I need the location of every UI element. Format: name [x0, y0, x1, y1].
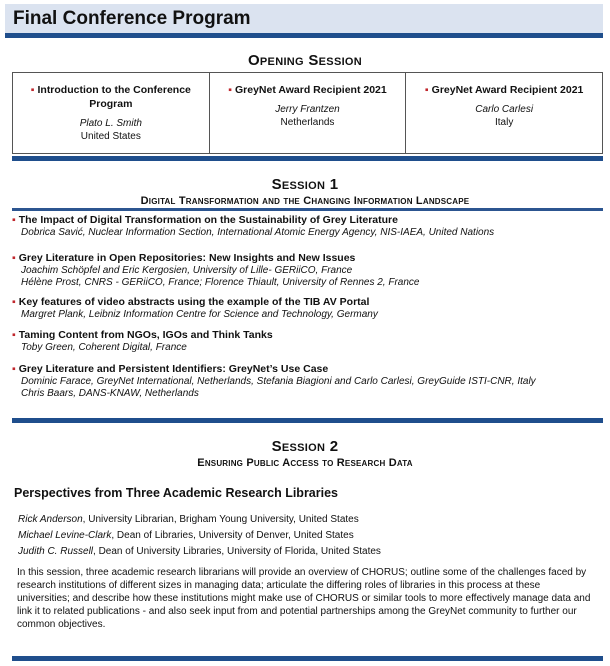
page-header: [5, 4, 603, 38]
opening-cell-name: Jerry Frantzen: [275, 104, 340, 115]
opening-cell-name: Plato L. Smith: [79, 118, 142, 129]
session2-subtitle: Ensuring Public Access to Research Data: [197, 457, 413, 469]
talk-author: Hélène Prost, CNRS - GERiiCO, France; Florence Thiault, University of Rennes 2, France: [21, 277, 420, 288]
talk-author: Joachim Schöpfel and Eric Kergosien, University of Lille- GERiiCO, France: [21, 265, 353, 276]
talk-title: The Impact of Digital Transformation on the Sustainability of Grey Literature: [18, 214, 398, 226]
opening-cell-2: [209, 73, 406, 154]
opening-session-table: [12, 72, 603, 154]
talk-title: Taming Content from NGOs, IGOs and Think Tanks: [18, 329, 273, 341]
opening-cell-name: Carlo Carlesi: [475, 104, 534, 115]
talk-author: Dominic Farace, GreyNet International, Netherlands, Stefania Biagioni and Carlo Carlesi, GreyGuide ISTI-CNR, Italy: [21, 376, 536, 387]
talk-item: [12, 363, 607, 400]
talk-title: Key features of video abstracts using the example of the TIB AV Portal: [18, 296, 370, 308]
speaker-name: Michael Levine-Clark: [18, 530, 112, 541]
talk-title: Grey Literature and Persistent Identifiers: GreyNet’s Use Case: [18, 363, 329, 375]
speaker-name: Rick Anderson: [18, 514, 83, 525]
session1-subtitle: Digital Transformation and the Changing Information Landscape: [140, 195, 470, 207]
session1-title: Session 1: [271, 176, 339, 193]
talk-author: Margret Plank, Leibniz Information Centre for Science and Technology, Germany: [21, 309, 378, 320]
session2-title: Session 2: [271, 438, 339, 455]
square-bullet-icon: ▪: [12, 214, 16, 226]
talk-item: [12, 252, 607, 289]
opening-cell-1: [13, 73, 210, 154]
opening-cell-title: Introduction to the Conference Program: [37, 84, 191, 110]
talk-author: Toby Green, Coherent Digital, France: [21, 342, 187, 353]
square-bullet-icon: ▪: [228, 84, 232, 96]
speaker-line: [18, 545, 381, 558]
speaker-role: , Dean of Libraries, University of Denver, United States: [111, 530, 354, 541]
speaker-line: [18, 513, 359, 526]
talk-item: [12, 296, 607, 321]
square-bullet-icon: ▪: [12, 329, 16, 341]
section-divider: [12, 418, 603, 423]
page-title: Final Conference Program: [13, 8, 251, 29]
talk-author: Chris Baars, DANS-KNAW, Netherlands: [21, 388, 199, 399]
opening-session-title: Opening Session: [247, 52, 363, 69]
opening-cell-title: GreyNet Award Recipient 2021: [431, 84, 584, 96]
talk-item: [12, 329, 607, 354]
speaker-role: , University Librarian, Brigham Young University, United States: [82, 514, 359, 525]
square-bullet-icon: ▪: [12, 252, 16, 264]
square-bullet-icon: ▪: [424, 84, 429, 96]
panel-title: Perspectives from Three Academic Research Libraries: [14, 486, 338, 500]
square-bullet-icon: ▪: [12, 296, 16, 308]
speaker-line: [18, 529, 354, 542]
talk-item: [12, 214, 607, 239]
section-divider: [12, 156, 603, 161]
talk-title: Grey Literature in Open Repositories: New Insights and New Issues: [18, 252, 356, 264]
square-bullet-icon: ▪: [12, 363, 16, 375]
section-divider: [12, 656, 603, 661]
speaker-name: Judith C. Russell: [18, 546, 94, 557]
opening-cell-country: United States: [80, 131, 141, 142]
session-description: In this session, three academic research librarians will provide an overview of CHORUS; outline some of the challenges faced by research institutions of different sizes in managing data; articulate the differing roles of libraries in this process at these universities; and describe how these institutions might make use of CHORUS or similar tools to more effectively manage data and link it to related publications - and also seek input from and potential partnerships among the GreyNet community to further our common objectives.: [17, 567, 591, 630]
square-bullet-icon: ▪: [30, 84, 35, 96]
opening-cell-country: Italy: [494, 117, 514, 128]
speaker-role: , Dean of University Libraries, University of Florida, United States: [93, 546, 381, 557]
opening-cell-3: [406, 73, 603, 154]
section-divider: [12, 208, 603, 211]
opening-cell-country: Netherlands: [280, 117, 335, 128]
talk-author: Dobrica Savić, Nuclear Information Section, International Atomic Energy Agency, NIS-IAEA, United Nations: [21, 227, 495, 238]
opening-cell-title: GreyNet Award Recipient 2021: [234, 84, 387, 96]
